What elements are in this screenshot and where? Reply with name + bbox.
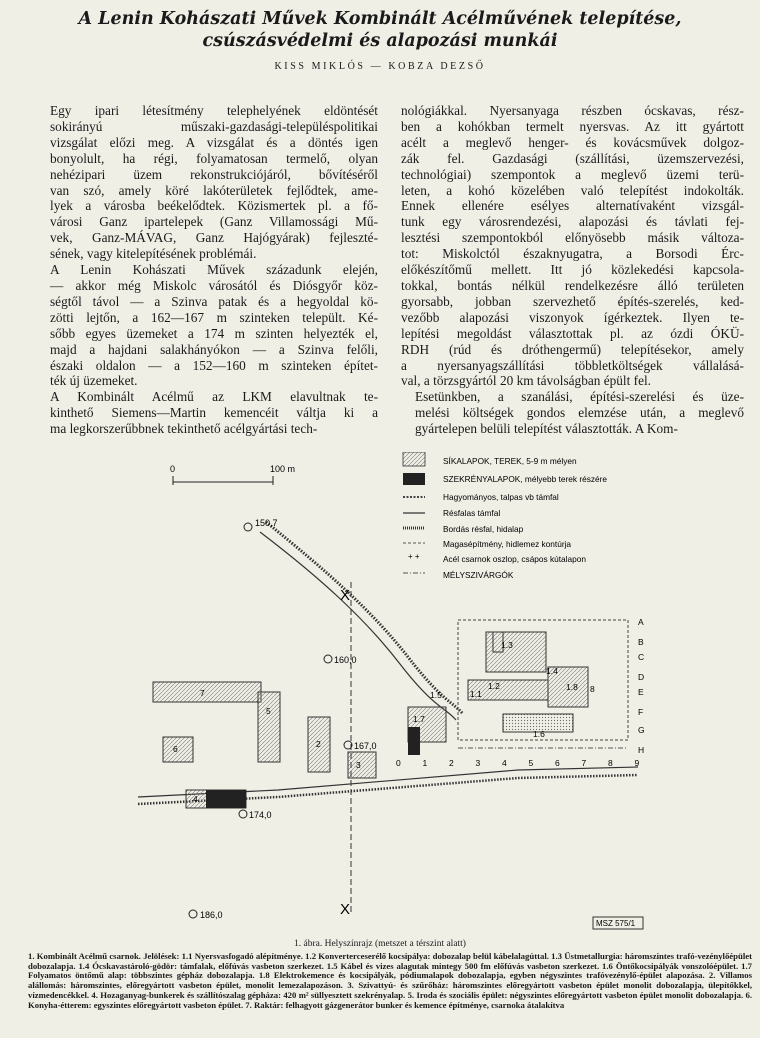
row-axis-label: E bbox=[638, 687, 644, 697]
text-line: tot: Miskolctól északnyugatra, a Borsodi Érc- bbox=[401, 246, 744, 262]
text-line: val, a törzsgyártól 20 km távolságban épült fel. bbox=[401, 373, 651, 389]
main-hall bbox=[408, 620, 628, 755]
label-1-1: 1.1 bbox=[470, 689, 482, 699]
label-1-8: 1.8 bbox=[566, 682, 578, 692]
label-1-5: 1.5 bbox=[430, 690, 442, 700]
row-axis-label: D bbox=[638, 672, 645, 682]
text-line: A Kombinált Acélmű az LKM elavultnak te- bbox=[50, 389, 378, 405]
text-line: vezőbb alapozási viszonyok ígérkeztek. Ilyen te- bbox=[401, 309, 744, 325]
text-line: bonyolult, ha régi, folyamatosan termelő, olyan bbox=[50, 150, 378, 166]
legend-item-3: Hagyományos, talpas vb támfal bbox=[443, 492, 559, 502]
text-line: gyorsabb, jobban szervezhető építés-szerelés, ked- bbox=[401, 293, 744, 309]
row-axis-label: B bbox=[638, 637, 644, 647]
text-line: ma legkorszerűbbnek tekinthető acélgyártási tech- bbox=[50, 421, 318, 437]
level-174: 174,0 bbox=[249, 810, 272, 820]
text-line: sőbb egyes üzemeket a 174 m szinten helyezték el, bbox=[50, 325, 378, 341]
label-6: 6 bbox=[173, 744, 178, 754]
legend-swatch-column: + + bbox=[408, 552, 420, 561]
col-axis bbox=[396, 758, 640, 768]
article-title-line2: csúszásvédelmi és alapozási munkái bbox=[202, 31, 558, 51]
text-line: van szó, amely köré lakóterületek fejlődtek, ame- bbox=[50, 182, 378, 198]
figure-legend bbox=[403, 452, 607, 580]
text-line: ték új üzemeket. bbox=[50, 373, 138, 389]
text-line: RDH (rúd és dróthengermű) telepítésekor, amely bbox=[401, 341, 744, 357]
aux-buildings bbox=[153, 682, 376, 808]
paragraph bbox=[36, 389, 378, 437]
level-186: 186,0 bbox=[200, 910, 223, 920]
site-plan-figure bbox=[118, 452, 658, 937]
label-2: 2 bbox=[316, 739, 321, 749]
scale-label: 100 m bbox=[270, 464, 296, 474]
scale-bar bbox=[170, 464, 295, 485]
level-150: 150,7 bbox=[255, 518, 278, 528]
text-line: A Lenin Kohászati Művek századunk elején, bbox=[50, 262, 378, 278]
label-8: 8 bbox=[590, 684, 595, 694]
text-line: vek, Ganz-MÁVAG, Ganz Hajógyárak) fejleszté- bbox=[50, 230, 378, 246]
paragraph bbox=[401, 103, 744, 389]
text-line: — akkor még Miskolc városától és Diósgyőr köz- bbox=[50, 277, 378, 293]
text-line: ségtől távol — a Szinva patak és a hegyoldal kö- bbox=[50, 293, 378, 309]
text-line: zötti lejtőn, a 162—167 m szinteken települt. Ké- bbox=[50, 309, 378, 325]
label-5: 5 bbox=[266, 706, 271, 716]
paragraph bbox=[36, 103, 378, 262]
text-line: lesztési szempontokból előnyösebb másik változa- bbox=[401, 230, 744, 246]
text-line: Ennek ellenére esélyes alternatívaként vizsgál- bbox=[401, 198, 744, 214]
col-axis-label: 9 bbox=[634, 758, 640, 768]
label-3: 3 bbox=[356, 760, 361, 770]
col-axis-label: 3 bbox=[475, 758, 481, 768]
text-line: Egy ipari létesítmény telephelyének eldöntését bbox=[50, 103, 378, 118]
label-1-6: 1.6 bbox=[533, 729, 545, 739]
legend-swatch-shallow bbox=[403, 452, 425, 466]
legend-item-2: SZEKRÉNYALAPOK, mélyebb terek részére bbox=[443, 474, 608, 484]
col-axis-label: 6 bbox=[555, 758, 560, 768]
text-line: tunk egy városrendezési, alapozási és távlati fej- bbox=[401, 214, 744, 230]
text-line: sének, vagy kitelepítésének problémái. bbox=[50, 246, 257, 262]
authors: KISS MIKLÓS — KOBZA DEZSŐ bbox=[274, 61, 486, 72]
label-4: 4 bbox=[193, 794, 198, 804]
label-1-4: 1.4 bbox=[546, 666, 558, 676]
right-text-column bbox=[401, 103, 744, 437]
figure-legend-text: 1. Kombinált Acélmű csarnok. Jelölések: 1.1 Nyersvasfogadó alépítménye. 1.2 Konverterceserélő kocsipálya: dobozalap belül kábelalagúttal. 1.3 Üstmetallurgia: háromszintes trafó-vezénylőépület dobozalapja. 1.4 Ócskavastároló-gödör: támfalak, előfúvás vasbeton szerkezet. 1.5 Kábel és vizes alagutak mintegy 500 fm előfúvás vasbeton szerkezet. 1.6 Öntőkocsipályák vonszolóépület. 1.7 Folyamatos öntőmű alap: többszintes gépház dobozalapja. 1.8 Elektrokemence és kocsipályák, pódiumalapok dobozalapja, egyben négyszintes trafóvezénylő-épület alapozása. 2. Villamos alállomás: háromszintes, előregyártott vasbeton épület, monolit lemezalapozáson. 3. Szivattyú- és szűrőház: háromszintes előregyártott vasbeton épület monolit dobozalapja, ülepítőkkel, vízmedencékkel. 4. Hozaganyag-bunkerek és szállítószalag gépháza: 420 m² süllyesztett szekrényalap. 5. Iroda és szociális épület: négyszintes előregyártott vasbeton épület monolit dobozalapja. 6. Konyha-étterem: egyszintes előregyártott vasbeton épület. 7. Raktár: felhagyott gázgenerátor bunker és kemence építménye, csarnoka átalakítva bbox=[28, 951, 752, 1010]
level-160: 160,0 bbox=[334, 655, 357, 665]
row-axis-label: A bbox=[638, 617, 644, 627]
text-line: a nyersanyagszállítási többletköltségek vállalásá- bbox=[401, 357, 744, 373]
text-line: gyártelepen belüli telepítést választották. A Kom- bbox=[415, 421, 678, 437]
col-axis-label: 1 bbox=[422, 758, 428, 768]
row-axis-label: F bbox=[638, 707, 644, 717]
row-axis-label: H bbox=[638, 745, 645, 755]
legend-item-8: MÉLYSZIVÁRGÓK bbox=[443, 570, 514, 580]
section-mark-top: X bbox=[340, 587, 351, 604]
text-line: tokkal, bontás nélkül rendelkezésre álló területen bbox=[401, 277, 744, 293]
legend-item-4: Résfalas támfal bbox=[443, 508, 501, 518]
text-line: lepítési megoldást választottak pl. az ózdi ÓKÜ- bbox=[401, 325, 744, 341]
text-line: előkészítőmű mellett. Itt jó közlekedési kapcsola- bbox=[401, 262, 744, 278]
text-line: városi Ganz ipartelepek (Ganz Villamossági Mű- bbox=[50, 214, 378, 230]
text-line: sokirányú műszaki-gazdasági-településpolitikai bbox=[50, 118, 378, 134]
label-1-7: 1.7 bbox=[413, 714, 425, 724]
legend-swatch-box bbox=[403, 473, 425, 485]
text-line: nehézipari üzem rekonstrukciójáról, bővítéséről bbox=[50, 166, 378, 182]
row-axis bbox=[638, 617, 645, 755]
text-line: lyek a városba beékelődtek. Közismertek pl. a fő- bbox=[50, 198, 378, 214]
text-line: leten, a kohó közelében való telepítést indokolták. bbox=[401, 182, 744, 198]
retaining-walls bbox=[138, 522, 638, 804]
col-axis-label: 7 bbox=[581, 758, 587, 768]
scale-zero: 0 bbox=[170, 464, 176, 474]
section-mark-bottom: X bbox=[340, 901, 351, 918]
col-axis-label: 8 bbox=[608, 758, 613, 768]
text-line: melési költségek gondos elemzése után, a meglevő bbox=[415, 405, 744, 421]
text-line: acélt a meglevő henger- és kovácsművek dolgoz- bbox=[401, 134, 744, 150]
text-line: vizsgálat előzi meg. A vizsgálat és a döntés igen bbox=[50, 134, 378, 150]
text-line: technológiai) szempontok a meglevő üzemi terü- bbox=[401, 166, 744, 182]
legend-item-5: Bordás résfal, hidalap bbox=[443, 524, 524, 534]
left-text-column bbox=[36, 103, 378, 437]
label-1-2: 1.2 bbox=[488, 681, 500, 691]
level-markers bbox=[189, 518, 377, 920]
text-line: zák fel. Gazdasági (szállítási, üzemszervezési, bbox=[401, 150, 744, 166]
col-axis-label: 0 bbox=[396, 758, 401, 768]
text-line: kinthető Siemens—Martin kemencéit váltja ki a bbox=[50, 405, 378, 421]
text-line: Esetünkben, a szanálási, építési-szerelési és üze- bbox=[415, 389, 744, 405]
label-7: 7 bbox=[200, 688, 205, 698]
row-axis-label: C bbox=[638, 652, 645, 662]
paragraph bbox=[401, 389, 744, 437]
paragraph bbox=[36, 262, 378, 389]
legend-item-6: Magasépítmény, hidlemez kontúrja bbox=[443, 539, 572, 549]
legend-item-1: SÍKALAPOK, TEREK, 5-9 m mélyen bbox=[443, 456, 577, 466]
label-1-3: 1.3 bbox=[501, 640, 513, 650]
stamp-text: MSZ 575/1 bbox=[596, 919, 636, 928]
col-axis-label: 4 bbox=[502, 758, 507, 768]
col-axis-label: 2 bbox=[449, 758, 454, 768]
text-line: majd a hajdani salakhányókon — a Szinva felőli, bbox=[50, 341, 378, 357]
col-axis-label: 5 bbox=[528, 758, 534, 768]
article-title-line1: A Lenin Kohászati Művek Kombinált Acélművének telepítése, bbox=[78, 9, 682, 29]
figure-caption: 1. ábra. Helyszínrajz (metszet a térszint alatt) bbox=[294, 939, 466, 949]
row-axis-label: G bbox=[638, 725, 645, 735]
legend-item-7: Acél csarnok oszlop, csápos kútalapon bbox=[443, 554, 586, 564]
text-line: ben a kohókban termelt nyersvas. Az itt gyártott bbox=[401, 118, 744, 134]
text-line: északi oldalon — a 152—160 m szinteken építet- bbox=[50, 357, 378, 373]
text-line: nológiákkal. Nyersanyaga részben ócskavas, rész- bbox=[401, 103, 744, 118]
level-167: 167,0 bbox=[354, 741, 377, 751]
